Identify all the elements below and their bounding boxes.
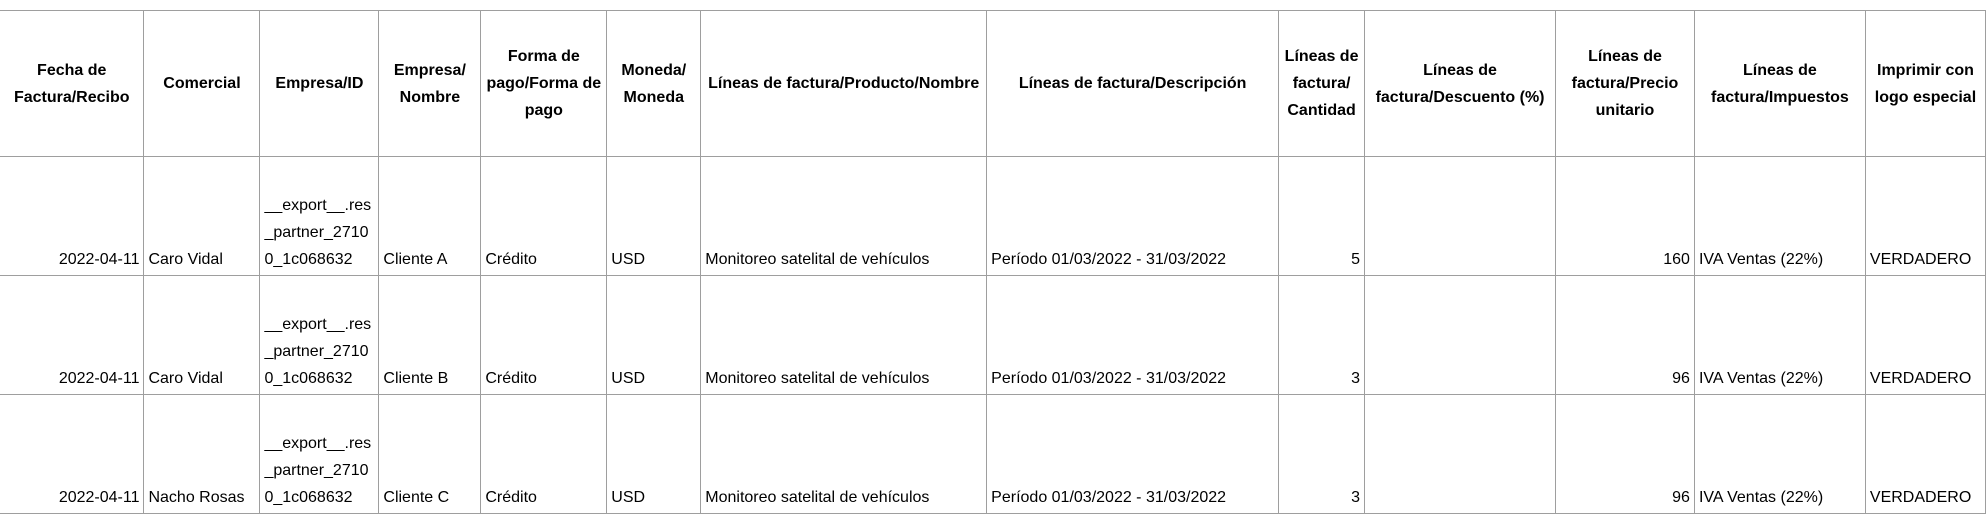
cell-empresa-nombre: Cliente A xyxy=(379,157,481,276)
cell-fecha: 2022-04-11 xyxy=(0,276,144,395)
col-header-moneda: Moneda/ Moneda xyxy=(607,11,701,157)
cell-empresa-nombre: Cliente B xyxy=(379,276,481,395)
cell-producto: Monitoreo satelital de vehículos xyxy=(701,157,987,276)
cell-impuestos: IVA Ventas (22%) xyxy=(1694,157,1865,276)
cell-forma-pago: Crédito xyxy=(481,157,607,276)
cell-descuento xyxy=(1365,276,1556,395)
cell-comercial: Nacho Rosas xyxy=(144,395,260,514)
col-header-cantidad: Líneas de factura/ Cantidad xyxy=(1279,11,1365,157)
cell-impuestos: IVA Ventas (22%) xyxy=(1694,395,1865,514)
cell-cantidad: 3 xyxy=(1279,395,1365,514)
col-header-descripcion: Líneas de factura/Descripción xyxy=(987,11,1279,157)
cell-precio: 96 xyxy=(1556,395,1695,514)
header-row xyxy=(0,11,1986,157)
col-header-forma-pago: Forma de pago/Forma de pago xyxy=(481,11,607,157)
cell-empresa-id: __export__.res_partner_27100_1c068632 xyxy=(260,276,379,395)
cell-impuestos: IVA Ventas (22%) xyxy=(1694,276,1865,395)
table-row xyxy=(0,276,1986,395)
invoice-export-table xyxy=(0,10,1986,514)
col-header-empresa-nombre: Empresa/ Nombre xyxy=(379,11,481,157)
cell-producto: Monitoreo satelital de vehículos xyxy=(701,276,987,395)
cell-logo: VERDADERO xyxy=(1865,395,1985,514)
col-header-fecha: Fecha de Factura/Recibo xyxy=(0,11,144,157)
cell-descripcion: Período 01/03/2022 - 31/03/2022 xyxy=(987,276,1279,395)
cell-comercial: Caro Vidal xyxy=(144,157,260,276)
table-row xyxy=(0,157,1986,276)
cell-empresa-id: __export__.res_partner_27100_1c068632 xyxy=(260,395,379,514)
col-header-logo: Imprimir con logo especial xyxy=(1865,11,1985,157)
cell-precio: 96 xyxy=(1556,276,1695,395)
col-header-impuestos: Líneas de factura/Impuestos xyxy=(1694,11,1865,157)
cell-comercial: Caro Vidal xyxy=(144,276,260,395)
cell-producto: Monitoreo satelital de vehículos xyxy=(701,395,987,514)
col-header-empresa-id: Empresa/ID xyxy=(260,11,379,157)
cell-descuento xyxy=(1365,395,1556,514)
col-header-producto: Líneas de factura/Producto/Nombre xyxy=(701,11,987,157)
table-row xyxy=(0,395,1986,514)
col-header-descuento: Líneas de factura/Descuento (%) xyxy=(1365,11,1556,157)
cell-logo: VERDADERO xyxy=(1865,276,1985,395)
cell-logo: VERDADERO xyxy=(1865,157,1985,276)
cell-moneda: USD xyxy=(607,157,701,276)
cell-empresa-id: __export__.res_partner_27100_1c068632 xyxy=(260,157,379,276)
cell-moneda: USD xyxy=(607,395,701,514)
cell-descuento xyxy=(1365,157,1556,276)
cell-descripcion: Período 01/03/2022 - 31/03/2022 xyxy=(987,395,1279,514)
cell-cantidad: 5 xyxy=(1279,157,1365,276)
cell-descripcion: Período 01/03/2022 - 31/03/2022 xyxy=(987,157,1279,276)
col-header-comercial: Comercial xyxy=(144,11,260,157)
col-header-precio: Líneas de factura/Precio unitario xyxy=(1556,11,1695,157)
cell-forma-pago: Crédito xyxy=(481,276,607,395)
cell-moneda: USD xyxy=(607,276,701,395)
cell-empresa-nombre: Cliente C xyxy=(379,395,481,514)
cell-fecha: 2022-04-11 xyxy=(0,157,144,276)
cell-forma-pago: Crédito xyxy=(481,395,607,514)
cell-precio: 160 xyxy=(1556,157,1695,276)
cell-cantidad: 3 xyxy=(1279,276,1365,395)
cell-fecha: 2022-04-11 xyxy=(0,395,144,514)
